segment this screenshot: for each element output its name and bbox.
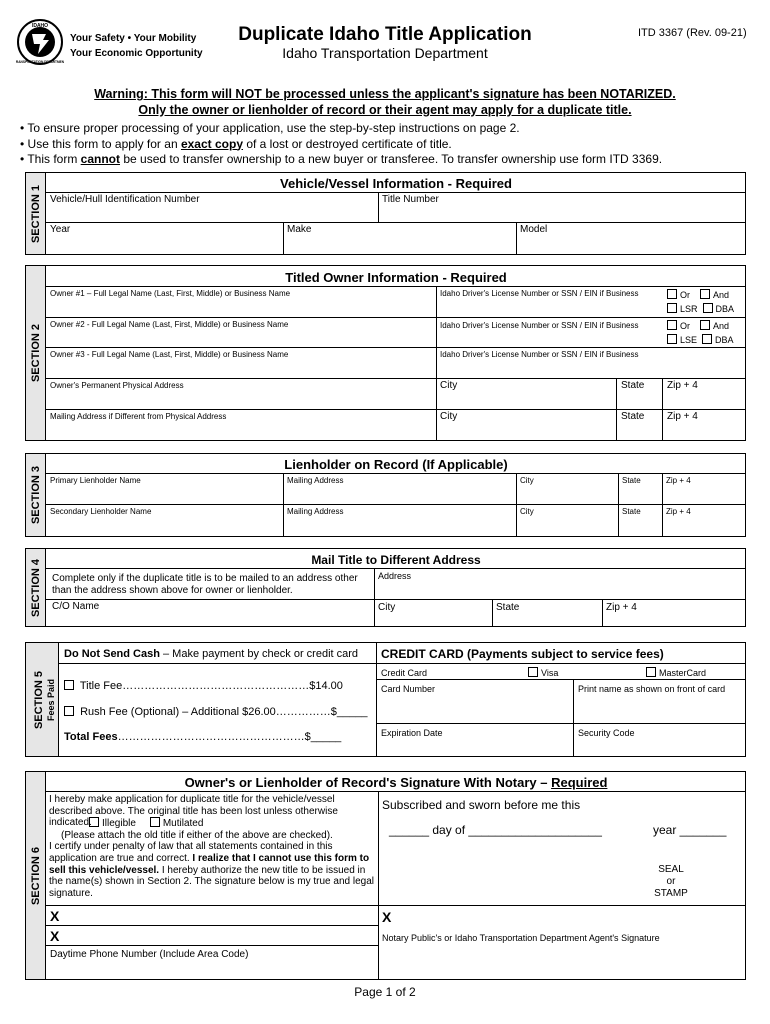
illegible-checkbox[interactable] xyxy=(89,817,99,827)
secondary-zip-field[interactable]: Zip + 4 xyxy=(666,507,691,516)
owner-1-field[interactable]: Owner #1 – Full Legal Name (Last, First, Middle) or Business Name xyxy=(50,289,291,298)
section-6 xyxy=(25,771,746,980)
declaration-p2: (Please attach the old title if either of the above are checked). xyxy=(61,829,333,841)
dba-checkbox-2[interactable] xyxy=(702,334,712,344)
form-id: ITD 3367 (Rev. 09-21) xyxy=(638,27,747,39)
secondary-lienholder-field[interactable]: Secondary Lienholder Name xyxy=(50,507,152,516)
bullet-1: • To ensure proper processing of your application, use the step-by-step instructions on page 2. xyxy=(20,121,520,135)
bullet-2-emphasis: exact copy xyxy=(180,136,243,151)
make-field[interactable]: Make xyxy=(287,224,312,235)
owner-2-dl-field[interactable]: Idaho Driver's License Number or SSN / EIN if Business xyxy=(440,321,639,330)
section-4-instructions: Complete only if the duplicate title is to be mailed to an address other than the address shown above for owner or lienholder. xyxy=(52,573,358,596)
tagline-2: Your Economic Opportunity xyxy=(70,48,203,59)
and-checkbox-1[interactable] xyxy=(700,289,710,299)
card-number-field[interactable]: Card Number xyxy=(381,684,436,694)
year-sign-field[interactable]: year _______ xyxy=(653,823,727,837)
logo-text-top: IDAHO xyxy=(31,23,49,29)
section-3 xyxy=(25,453,746,537)
secondary-state-field[interactable]: State xyxy=(622,507,641,516)
rush-fee-line: Rush Fee (Optional) – Additional $26.00……………$_____ xyxy=(64,706,367,718)
declaration-p1: I hereby make application for duplicate title for the vehicle/vessel described above. The original title has been lost unless otherwise indicated. xyxy=(49,794,338,829)
form-subtitle: Idaho Transportation Department xyxy=(282,45,488,61)
owner-2-options: Or And LSE DBA xyxy=(667,319,734,347)
warning-line-2: Only the owner or lienholder of record or their agent may apply for a duplicate title. xyxy=(138,103,632,117)
mutilated-checkbox[interactable] xyxy=(150,817,160,827)
expiration-date-field[interactable]: Expiration Date xyxy=(381,728,443,738)
owner-3-field[interactable]: Owner #3 - Full Legal Name (Last, First, Middle) or Business Name xyxy=(50,350,289,359)
co-name-field[interactable]: C/O Name xyxy=(52,601,100,612)
notary-signature-x[interactable]: X xyxy=(382,909,392,925)
bullet-1-text: To ensure proper processing of your application, use the step-by-step instructions on page 2. xyxy=(27,121,520,135)
section-2 xyxy=(25,265,746,441)
secondary-city-field[interactable]: City xyxy=(520,507,534,516)
owner-2-field[interactable]: Owner #2 - Full Legal Name (Last, First, Middle) or Business Name xyxy=(50,320,289,329)
primary-lienholder-field[interactable]: Primary Lienholder Name xyxy=(50,476,141,485)
and-checkbox-2[interactable] xyxy=(700,320,710,330)
or-checkbox-1[interactable] xyxy=(667,289,677,299)
section-4-title: Mail Title to Different Address xyxy=(311,553,481,567)
logo xyxy=(16,18,64,66)
visa-option: Visa xyxy=(528,667,558,678)
mailing-zip-field[interactable]: Zip + 4 xyxy=(667,411,698,422)
bullet-list xyxy=(20,121,662,168)
tagline-1: Your Safety • Your Mobility xyxy=(70,33,197,44)
bullet-3-text-c: be used to transfer ownership to a new buyer or transferee. To transfer ownership use form ITD 3369. xyxy=(120,152,663,166)
mastercard-checkbox[interactable] xyxy=(646,667,656,677)
owner-3-dl-field[interactable]: Idaho Driver's License Number or SSN / EIN if Business xyxy=(440,350,639,359)
security-code-field[interactable]: Security Code xyxy=(578,728,635,738)
or-checkbox-2[interactable] xyxy=(667,320,677,330)
day-of-field[interactable]: ______ day of ____________________ xyxy=(389,823,602,837)
title-fee-checkbox[interactable] xyxy=(64,680,74,690)
mailing-state-field[interactable]: State xyxy=(621,411,645,422)
mastercard-option: MasterCard xyxy=(646,667,706,678)
section-3-label: SECTION 3 xyxy=(26,454,46,536)
section-1-label: SECTION 1 xyxy=(26,173,46,254)
bullet-3-text-a: This form xyxy=(27,152,81,166)
print-name-field[interactable]: Print name as shown on front of card xyxy=(578,684,726,694)
physical-city-field[interactable]: City xyxy=(440,380,458,391)
mail-city-field[interactable]: City xyxy=(378,602,396,613)
seal-stamp: SEAL or STAMP xyxy=(654,864,688,899)
bullet-2-text-c: of a lost or destroyed certificate of title. xyxy=(243,136,452,151)
condition-options: Illegible Mutilated xyxy=(89,817,203,830)
credit-card-label: Credit Card xyxy=(381,668,428,678)
logo-text-bottom: TRANSPORTATION DEPARTMENT xyxy=(16,60,64,64)
declaration-p3: I certify under penalty of law that all statements contained in this application are true and correct. I realize that I cannot use this form to sell this vehicle/vessel. I hereby authorize the new title to be issued in the name(s) shown in Section 2. The signature below is my true and legal signature. xyxy=(49,841,374,899)
owner-signature-x-1[interactable]: X xyxy=(50,908,60,924)
credit-card-title: CREDIT CARD (Payments subject to service fees) xyxy=(381,647,664,661)
mail-address-field[interactable]: Address xyxy=(378,571,412,581)
mail-state-field[interactable]: State xyxy=(496,602,520,613)
lse-checkbox[interactable] xyxy=(667,334,677,344)
rush-fee-checkbox[interactable] xyxy=(64,706,74,716)
primary-zip-field[interactable]: Zip + 4 xyxy=(666,476,691,485)
bullet-2-text-a: Use this form to apply for an xyxy=(27,136,181,151)
dba-checkbox-1[interactable] xyxy=(703,303,713,313)
bullet-3-emphasis: cannot xyxy=(80,152,121,166)
section-5 xyxy=(25,642,746,757)
primary-city-field[interactable]: City xyxy=(520,476,534,485)
owner-1-options: Or And LSR DBA xyxy=(667,288,734,316)
section-1-title: Vehicle/Vessel Information - Required xyxy=(280,176,512,191)
notary-signature-label: Notary Public's or Idaho Transportation Department Agent's Signature xyxy=(382,933,660,943)
year-field[interactable]: Year xyxy=(50,224,71,235)
visa-checkbox[interactable] xyxy=(528,667,538,677)
lsr-checkbox[interactable] xyxy=(667,303,677,313)
title-fee-line: Title Fee……………………………………………$14.00 xyxy=(64,680,343,692)
mailing-address-field[interactable]: Mailing Address if Different from Physical Address xyxy=(50,412,227,421)
model-field[interactable]: Model xyxy=(520,224,548,235)
title-number-field[interactable]: Title Number xyxy=(382,194,439,205)
declaration-text xyxy=(49,794,375,899)
mailing-city-field[interactable]: City xyxy=(440,411,458,422)
page-number: Page 1 of 2 xyxy=(354,985,416,999)
section-1 xyxy=(25,172,746,255)
mail-zip-field[interactable]: Zip + 4 xyxy=(606,602,637,613)
bullet-2: • Use this form to apply for an exact copy of a lost or destroyed certificate of title. xyxy=(20,136,452,151)
section-6-title: Owner's or Lienholder of Record's Signature With Notary – Required xyxy=(184,775,608,790)
section-2-label: SECTION 2 xyxy=(26,266,46,440)
physical-address-field[interactable]: Owner's Permanent Physical Address xyxy=(50,381,184,390)
physical-state-field[interactable]: State xyxy=(621,380,645,391)
subscribed-text: Subscribed and sworn before me this xyxy=(382,798,581,812)
no-cash-notice: Do Not Send Cash – Make payment by check or credit card xyxy=(64,648,359,660)
section-3-title: Lienholder on Record (If Applicable) xyxy=(284,457,508,472)
section-6-label: SECTION 6 xyxy=(26,772,46,979)
phone-field[interactable]: Daytime Phone Number (Include Area Code) xyxy=(50,949,249,960)
vin-field[interactable]: Vehicle/Hull Identification Number xyxy=(50,194,200,205)
total-fees-line[interactable]: Total Fees……………………………………………$_____ xyxy=(64,731,342,743)
primary-mailing-field[interactable]: Mailing Address xyxy=(287,476,344,485)
primary-state-field[interactable]: State xyxy=(622,476,641,485)
bullet-3: • This form cannot be used to transfer ownership to a new buyer or transferee. To transfer ownership use form ITD 3369. xyxy=(20,152,663,166)
warning-line-1: Warning: This form will NOT be processed unless the applicant's signature has been NOTARIZED. xyxy=(94,87,676,101)
owner-1-dl-field[interactable]: Idaho Driver's License Number or SSN / EIN if Business xyxy=(440,289,639,298)
section-4 xyxy=(25,548,746,627)
secondary-mailing-field[interactable]: Mailing Address xyxy=(287,507,344,516)
physical-zip-field[interactable]: Zip + 4 xyxy=(667,380,698,391)
owner-signature-x-2[interactable]: X xyxy=(50,928,60,944)
section-2-title: Titled Owner Information - Required xyxy=(285,270,507,285)
form-title: Duplicate Idaho Title Application xyxy=(238,24,532,45)
section-4-label: SECTION 4 xyxy=(26,549,46,626)
section-5-label: SECTION 5 Fees Paid xyxy=(26,643,59,756)
